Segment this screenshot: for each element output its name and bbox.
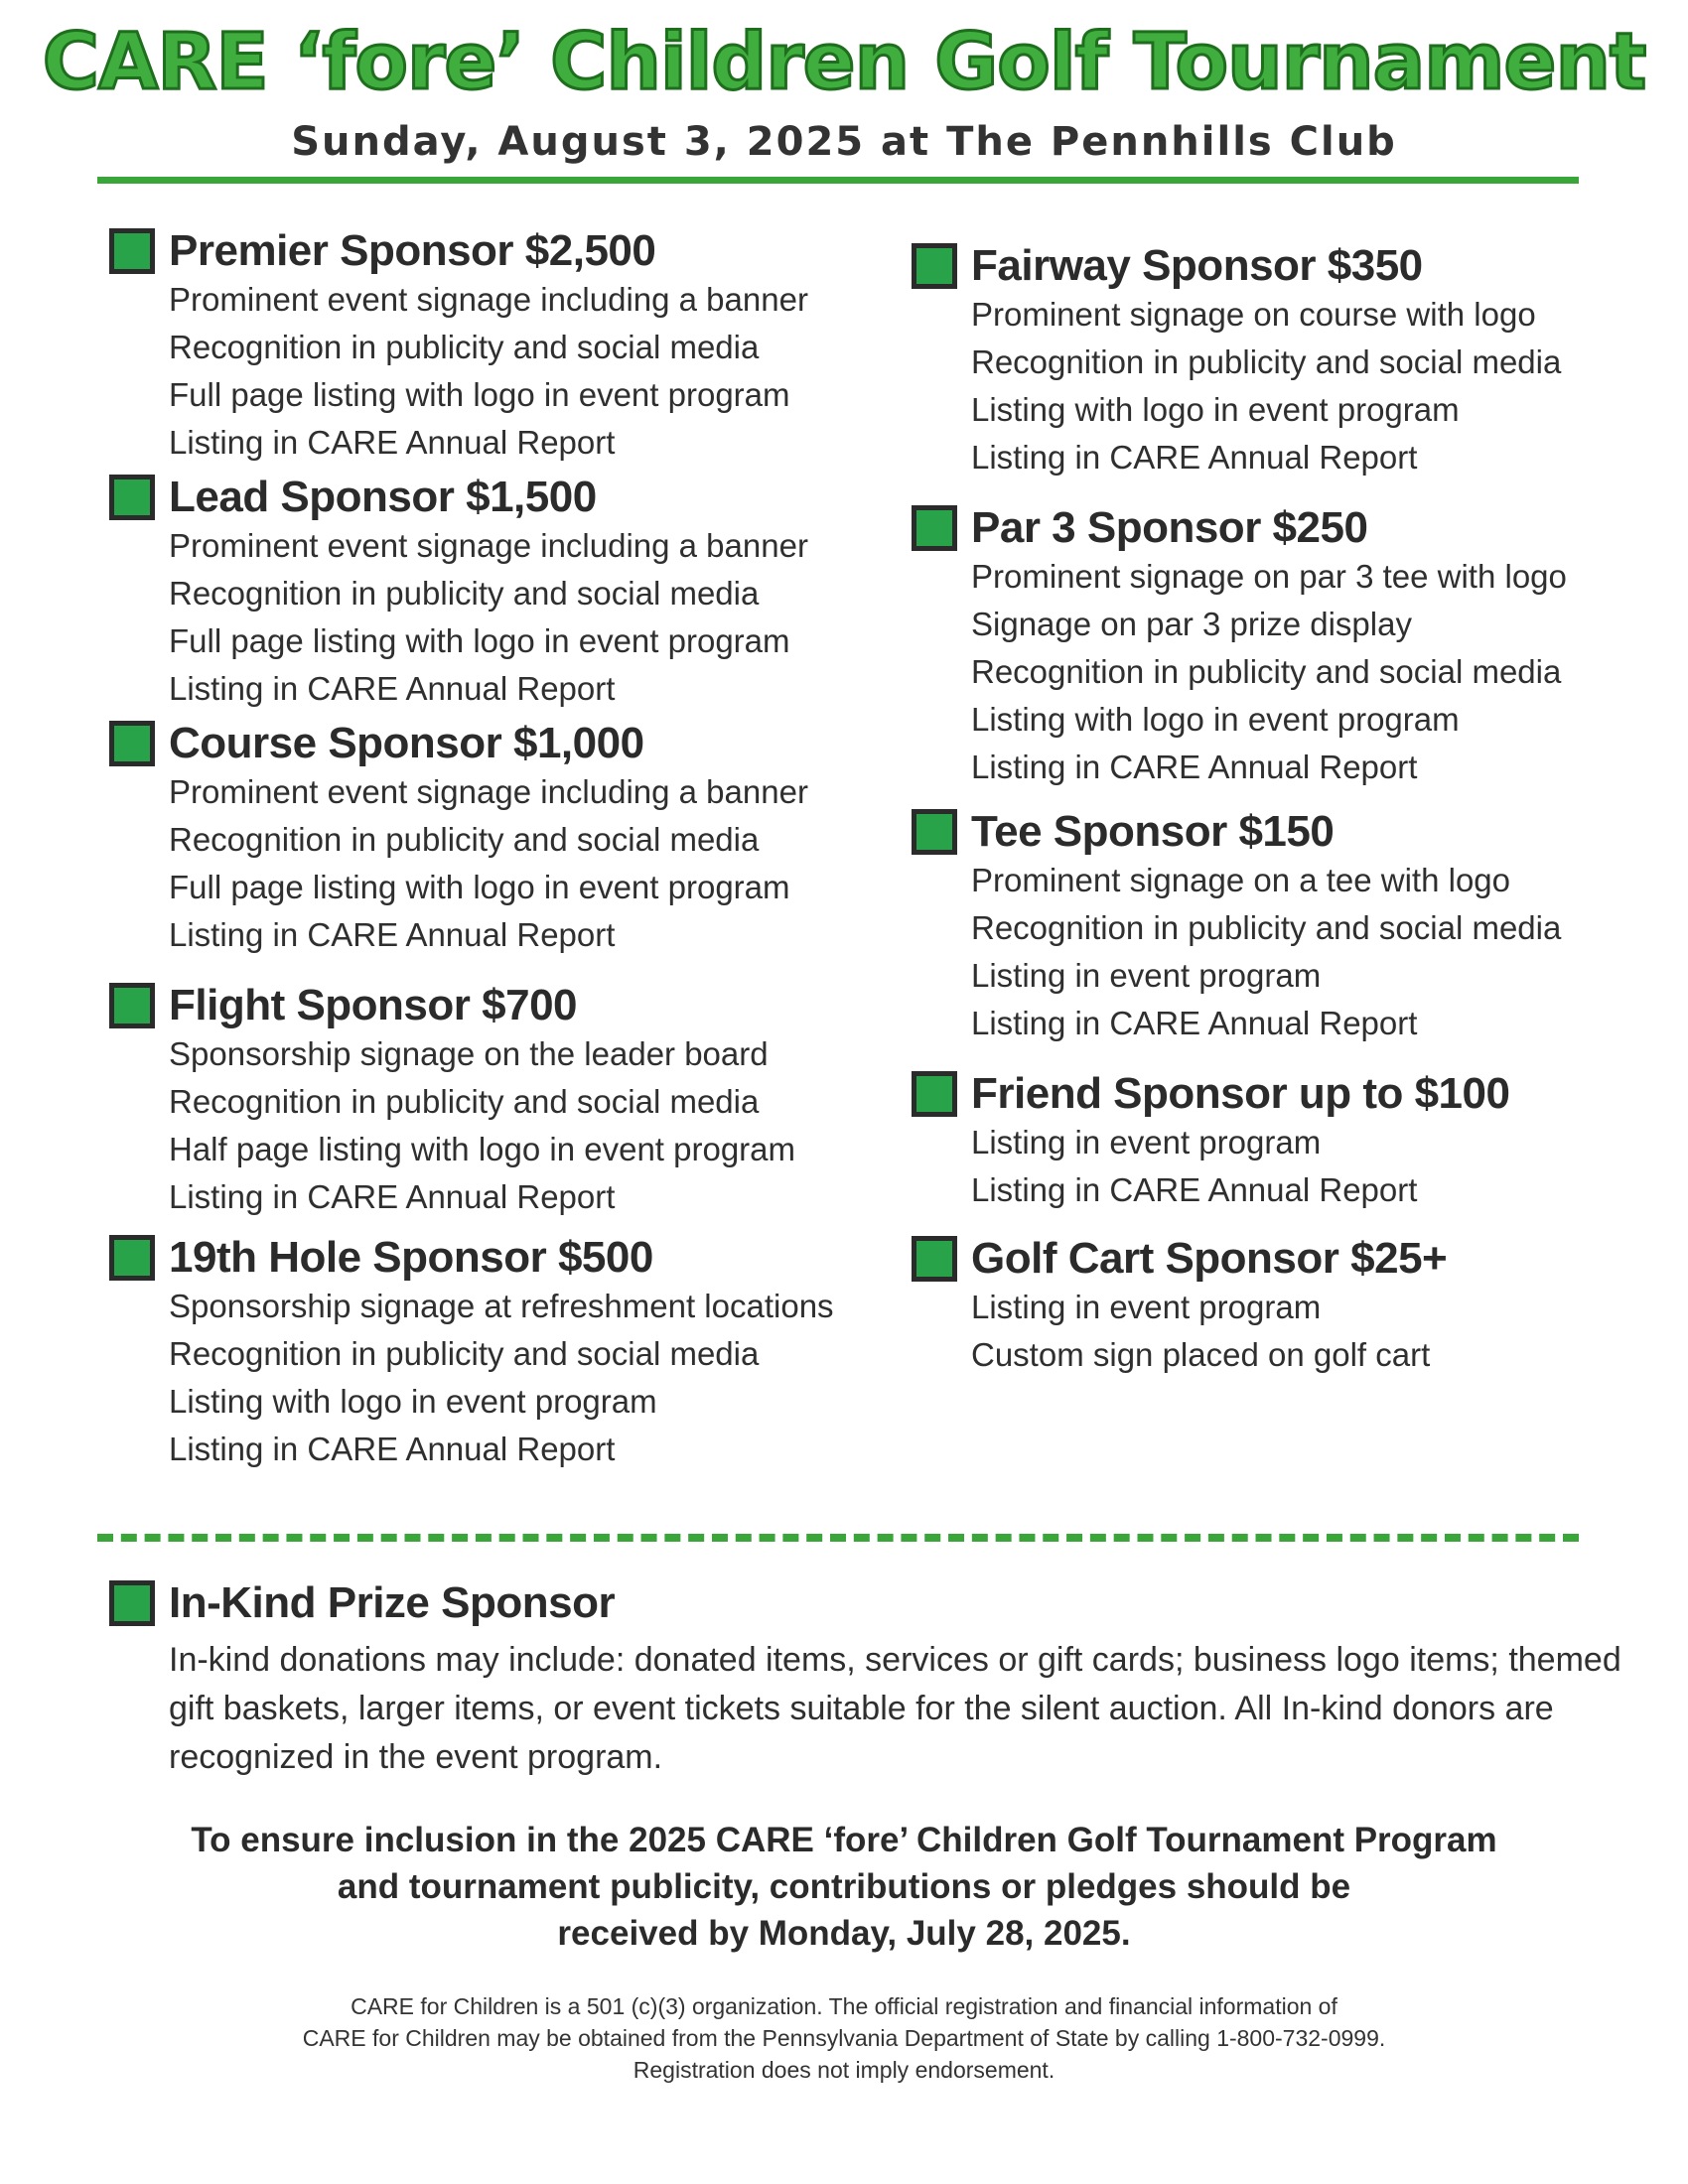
notice-line: To ensure inclusion in the 2025 CARE ‘fore’ Children Golf Tournament Program (191, 1821, 1497, 1859)
tier-title: Par 3 Sponsor $250 (971, 503, 1368, 552)
benefit-item: Full page listing with logo in event program (169, 869, 790, 905)
tier-title: Golf Cart Sponsor $25+ (971, 1234, 1448, 1283)
benefit-item: Prominent event signage including a banner (169, 773, 808, 810)
benefit-item: Listing in CARE Annual Report (169, 916, 616, 953)
benefit-item: Listing in CARE Annual Report (169, 1178, 616, 1215)
benefit-item: Prominent signage on par 3 tee with logo (971, 558, 1567, 595)
sponsor-tier-golf-cart (912, 1234, 1666, 1379)
benefit-item: Half page listing with logo in event program (169, 1131, 796, 1167)
tier-title: Lead Sponsor $1,500 (169, 473, 597, 521)
tier-title: In-Kind Prize Sponsor (169, 1578, 616, 1627)
section-divider (97, 1534, 1579, 1542)
tier-title: Tee Sponsor $150 (971, 807, 1335, 856)
benefit-item: Recognition in publicity and social media (971, 653, 1562, 690)
benefit-item: Recognition in publicity and social media (169, 1083, 760, 1120)
checkbox[interactable] (912, 243, 957, 289)
benefit-list (912, 857, 1666, 1047)
benefit-item: Signage on par 3 prize display (971, 606, 1412, 642)
benefit-item: Listing with logo in event program (169, 1383, 657, 1420)
sponsor-tier-course (109, 719, 904, 959)
benefit-list (109, 1283, 904, 1473)
footer-line: Registration does not imply endorsement. (633, 2057, 1055, 2083)
benefit-item: Recognition in publicity and social media (169, 329, 760, 365)
benefit-item: Sponsorship signage at refreshment locations (169, 1288, 834, 1324)
benefit-item: Listing in event program (971, 1124, 1322, 1160)
checkbox[interactable] (109, 983, 155, 1028)
sponsor-tier-in-kind (109, 1578, 1621, 1782)
checkbox[interactable] (912, 1071, 957, 1117)
benefit-item: Sponsorship signage on the leader board (169, 1035, 769, 1072)
benefit-item: Listing in CARE Annual Report (169, 1431, 616, 1467)
checkbox[interactable] (109, 228, 155, 274)
page-title: CARE ‘fore’ Children Golf Tournament (42, 18, 1646, 107)
benefit-item: Prominent event signage including a banner (169, 527, 808, 564)
sponsor-tier-par-3 (912, 503, 1666, 791)
checkbox[interactable] (912, 505, 957, 551)
benefit-list (912, 553, 1666, 791)
sponsor-tier-tee (912, 807, 1666, 1047)
tier-title: Friend Sponsor up to $100 (971, 1069, 1510, 1118)
tier-title: Premier Sponsor $2,500 (169, 226, 656, 275)
sponsor-tier-friend (912, 1069, 1666, 1214)
benefit-list (109, 522, 904, 713)
benefit-item: Listing in event program (971, 957, 1322, 994)
benefit-item: Recognition in publicity and social media (169, 821, 760, 858)
benefit-list (912, 291, 1666, 481)
tier-title: Fairway Sponsor $350 (971, 241, 1423, 290)
tier-title: Course Sponsor $1,000 (169, 719, 644, 767)
checkbox[interactable] (109, 1235, 155, 1281)
sponsor-tier-lead (109, 473, 904, 713)
sponsor-tier-fairway (912, 241, 1666, 481)
sponsor-tier-flight (109, 981, 904, 1221)
benefit-item: Listing with logo in event program (971, 391, 1460, 428)
legal-footer (149, 1990, 1539, 2086)
tier-title: Flight Sponsor $700 (169, 981, 578, 1029)
benefit-list (109, 276, 904, 467)
left-sponsor-column (109, 226, 904, 1473)
tier-title: 19th Hole Sponsor $500 (169, 1233, 653, 1282)
benefit-item: Listing with logo in event program (971, 701, 1460, 738)
benefit-item: Full page listing with logo in event program (169, 622, 790, 659)
benefit-list (109, 768, 904, 959)
benefit-item: Listing in CARE Annual Report (971, 1005, 1418, 1041)
benefit-item: Listing in CARE Annual Report (971, 1171, 1418, 1208)
notice-line: and tournament publicity, contributions or pledges should be (337, 1867, 1351, 1906)
benefit-item: Custom sign placed on golf cart (971, 1336, 1431, 1373)
benefit-item: Listing in event program (971, 1289, 1322, 1325)
benefit-item: Listing in CARE Annual Report (169, 424, 616, 461)
benefit-item: Full page listing with logo in event program (169, 376, 790, 413)
notice-line: received by Monday, July 28, 2025. (557, 1914, 1131, 1953)
checkbox[interactable] (912, 1236, 957, 1282)
in-kind-description: In-kind donations may include: donated items, services or gift cards; business logo items; themed gift baskets, larger items, or event tickets suitable for the silent auction. All In-kind donors are recognized in the event program. (169, 1641, 1621, 1776)
checkbox[interactable] (912, 809, 957, 855)
benefit-list (912, 1284, 1666, 1379)
benefit-item: Prominent event signage including a banner (169, 281, 808, 318)
benefit-item: Listing in CARE Annual Report (971, 749, 1418, 785)
header-divider (97, 177, 1579, 184)
benefit-item: Recognition in publicity and social media (971, 909, 1562, 946)
benefit-item: Listing in CARE Annual Report (971, 439, 1418, 476)
benefit-item: Recognition in publicity and social media (971, 343, 1562, 380)
benefit-item: Recognition in publicity and social media (169, 1335, 760, 1372)
checkbox[interactable] (109, 1580, 155, 1626)
benefit-item: Recognition in publicity and social media (169, 575, 760, 612)
checkbox[interactable] (109, 721, 155, 766)
checkbox[interactable] (109, 475, 155, 520)
benefit-list (109, 1030, 904, 1221)
sponsor-tier-premier (109, 226, 904, 467)
sponsor-tier-19th-hole (109, 1233, 904, 1473)
benefit-list (912, 1119, 1666, 1214)
right-sponsor-column (912, 241, 1666, 1379)
deadline-notice (149, 1817, 1539, 1957)
benefit-item: Prominent signage on a tee with logo (971, 862, 1511, 898)
footer-line: CARE for Children may be obtained from the Pennsylvania Department of State by calling 1-800-732-0999. (302, 2025, 1386, 2051)
event-date-location: Sunday, August 3, 2025 at The Pennhills Club (291, 119, 1397, 165)
benefit-item: Listing in CARE Annual Report (169, 670, 616, 707)
benefit-item: Prominent signage on course with logo (971, 296, 1536, 333)
footer-line: CARE for Children is a 501 (c)(3) organization. The official registration and financial information of (351, 1993, 1337, 2019)
